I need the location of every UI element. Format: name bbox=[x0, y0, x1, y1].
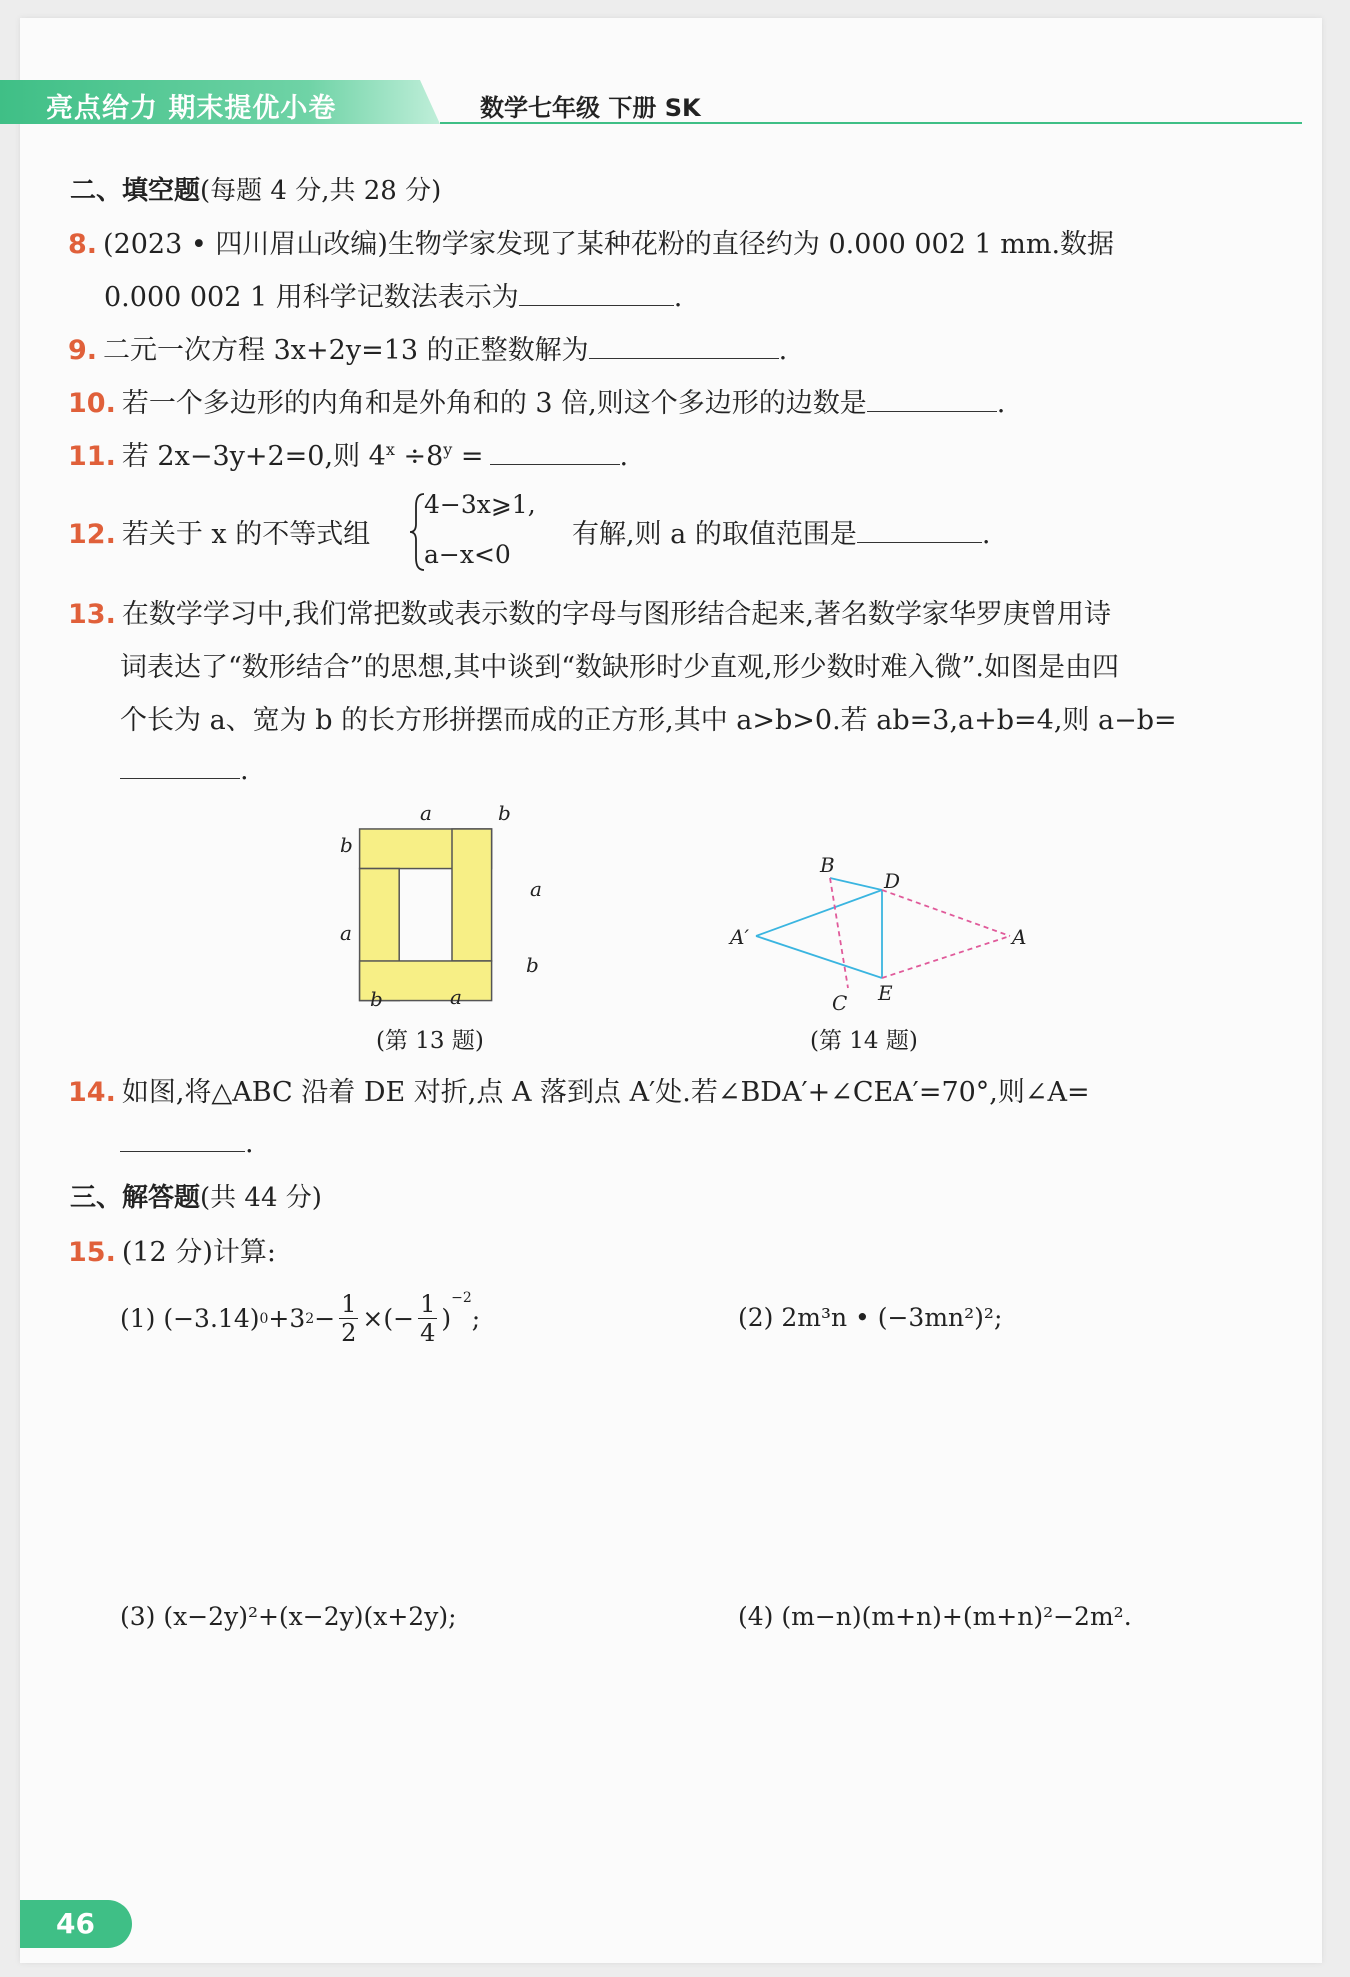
p1-times: ×(− bbox=[362, 1304, 415, 1333]
q13-text1: 在数学学习中,我们常把数或表示数的字母与图形结合起来,著名数学家华罗庚曾用诗 bbox=[121, 599, 1112, 630]
question-number: 11. bbox=[68, 441, 116, 472]
q11-post: = bbox=[452, 441, 484, 472]
frac-num: 1 bbox=[420, 1290, 436, 1318]
q12-post: 有解,则 a 的取值范围是 bbox=[572, 519, 857, 550]
section3-title: 三、解答题 bbox=[70, 1183, 201, 1213]
right-rectangle bbox=[452, 829, 492, 961]
q11-pre: 若 2x−3y+2=0,则 4 bbox=[121, 441, 386, 472]
p1-sup-neg2: −2 bbox=[451, 1290, 472, 1306]
question-8-text2: 0.000 002 1 用科学记数法表示为 bbox=[104, 282, 519, 313]
answer-blank[interactable] bbox=[519, 279, 674, 306]
p1-minus: − bbox=[314, 1304, 336, 1333]
question-11: 11. 若 2x−3y+2=0,则 $4^x \div 8^y$ = . bbox=[68, 440, 629, 472]
segment-A1E bbox=[756, 936, 882, 978]
label-a: a bbox=[340, 921, 352, 945]
question-number: 9. bbox=[68, 335, 98, 366]
answer-blank[interactable] bbox=[589, 332, 779, 359]
frac-den: 2 bbox=[341, 1319, 357, 1347]
section3-note: (共 44 分) bbox=[200, 1183, 322, 1213]
p1-mid: +3 bbox=[268, 1304, 306, 1333]
p1-close: ) bbox=[441, 1304, 452, 1333]
question-number: 10. bbox=[68, 388, 116, 419]
label-b: b bbox=[370, 987, 383, 1010]
question-15 bbox=[68, 1230, 276, 1269]
q11-sup2: y bbox=[443, 440, 453, 459]
section2-note: (每题 4 分,共 28 分) bbox=[200, 176, 442, 206]
figure-13-caption: (第 13 题) bbox=[376, 1028, 484, 1054]
label-b: b bbox=[526, 953, 539, 977]
header-rule bbox=[440, 122, 1302, 124]
header-subject: 数学七年级 下册 SK bbox=[480, 94, 701, 122]
question-9: 9. 二元一次方程 3x+2y=13 的正整数解为 . bbox=[68, 328, 787, 367]
question-9-text: 二元一次方程 3x+2y=13 的正整数解为 bbox=[103, 335, 589, 366]
q15-part2: (2) 2m³n • (−3mn²)²; bbox=[738, 1303, 1003, 1332]
section-title-fill-blank bbox=[70, 170, 441, 207]
question-number: 14. bbox=[68, 1077, 116, 1108]
question-number: 12. bbox=[68, 519, 116, 550]
q12-inequality-1: 4−3x⩾1, bbox=[424, 490, 536, 519]
section2-title: 二、填空题 bbox=[70, 176, 201, 206]
q12-pre: 若关于 x 的不等式组 bbox=[121, 519, 371, 550]
question-number: 15. bbox=[68, 1237, 116, 1268]
p1-sup0: 0 bbox=[259, 1310, 269, 1327]
question-12-tail: 有解,则 a 的取值范围是 . bbox=[572, 512, 990, 551]
frac-num: 1 bbox=[341, 1290, 357, 1318]
answer-blank[interactable] bbox=[867, 385, 997, 412]
segment-BD bbox=[830, 878, 882, 890]
fraction-one-quarter bbox=[418, 1290, 437, 1347]
point-B: B bbox=[820, 853, 835, 877]
label-b: b bbox=[498, 801, 511, 825]
q12-inequality-2: a−x<0 bbox=[424, 540, 511, 569]
p1-pre: (1) (−3.14) bbox=[120, 1304, 260, 1333]
p1-sup2: 2 bbox=[305, 1310, 315, 1327]
segment-BC-dashed bbox=[830, 878, 848, 988]
point-E: E bbox=[878, 981, 893, 1005]
question-10-text: 若一个多边形的内角和是外角和的 3 倍,则这个多边形的边数是 bbox=[121, 388, 867, 419]
section-title-solve bbox=[70, 1177, 322, 1214]
q15-part4: (4) (m−n)(m+n)+(m+n)²−2m². bbox=[738, 1602, 1132, 1631]
label-b: b bbox=[340, 833, 353, 857]
q11-sup1: x bbox=[385, 440, 395, 459]
question-14 bbox=[68, 1070, 1090, 1109]
q14-text: 如图,将△ABC 沿着 DE 对折,点 A 落到点 A′处.若∠BDA′+∠CEA′=70°,则∠A= bbox=[121, 1077, 1090, 1108]
label-a: a bbox=[420, 801, 432, 825]
point-A: A bbox=[1012, 925, 1027, 949]
point-A-prime: A′ bbox=[730, 925, 749, 949]
q11-mid: ÷8 bbox=[394, 441, 444, 472]
question-14-line2: . bbox=[120, 1125, 254, 1159]
answer-blank[interactable] bbox=[120, 752, 240, 779]
answer-blank[interactable] bbox=[857, 516, 982, 543]
question-number: 13. bbox=[68, 599, 116, 630]
label-a: a bbox=[450, 985, 462, 1009]
question-8-line2: 0.000 002 1 用科学记数法表示为 . bbox=[104, 275, 682, 314]
question-8-text1: (2023 • 四川眉山改编)生物学家发现了某种花粉的直径约为 0.000 002 1 mm.数据 bbox=[103, 229, 1115, 260]
segment-A1D bbox=[756, 890, 882, 936]
figure-13 bbox=[330, 800, 550, 1010]
p1-end: ; bbox=[471, 1304, 481, 1333]
answer-blank[interactable] bbox=[490, 438, 620, 465]
q15-part3: (3) (x−2y)²+(x−2y)(x+2y); bbox=[120, 1602, 457, 1631]
q15-title: (12 分)计算: bbox=[121, 1237, 276, 1268]
question-13-line4: . bbox=[120, 752, 249, 786]
point-C: C bbox=[832, 991, 848, 1015]
q15-part1 bbox=[120, 1290, 480, 1347]
figure-14-caption: (第 14 题) bbox=[810, 1028, 918, 1054]
question-13-line1 bbox=[68, 592, 1111, 631]
header-brand: 亮点给力 期末提优小卷 bbox=[46, 93, 337, 124]
question-13-line2: 词表达了“数形结合”的思想,其中谈到“数缺形时少直观,形少数时难入微”.如图是由四 bbox=[120, 652, 1119, 683]
question-10: 10. 若一个多边形的内角和是外角和的 3 倍,则这个多边形的边数是 . bbox=[68, 381, 1005, 420]
frac-den: 4 bbox=[420, 1319, 436, 1347]
answer-blank[interactable] bbox=[120, 1125, 245, 1152]
label-a: a bbox=[530, 877, 542, 901]
fraction-one-half bbox=[339, 1290, 358, 1347]
point-D: D bbox=[884, 869, 901, 893]
question-13-line3: 个长为 a、宽为 b 的长方形拼摆而成的正方形,其中 a>b>0.若 ab=3,a+b=4,则 a−b= bbox=[120, 705, 1177, 736]
page-number: 46 bbox=[20, 1900, 132, 1948]
question-12 bbox=[68, 512, 370, 551]
question-number: 8. bbox=[68, 229, 98, 260]
segment-EA-dashed bbox=[882, 936, 1010, 978]
figure-14 bbox=[720, 848, 1050, 1018]
question-8-line1 bbox=[68, 222, 1114, 261]
segment-DA-dashed bbox=[882, 890, 1010, 936]
